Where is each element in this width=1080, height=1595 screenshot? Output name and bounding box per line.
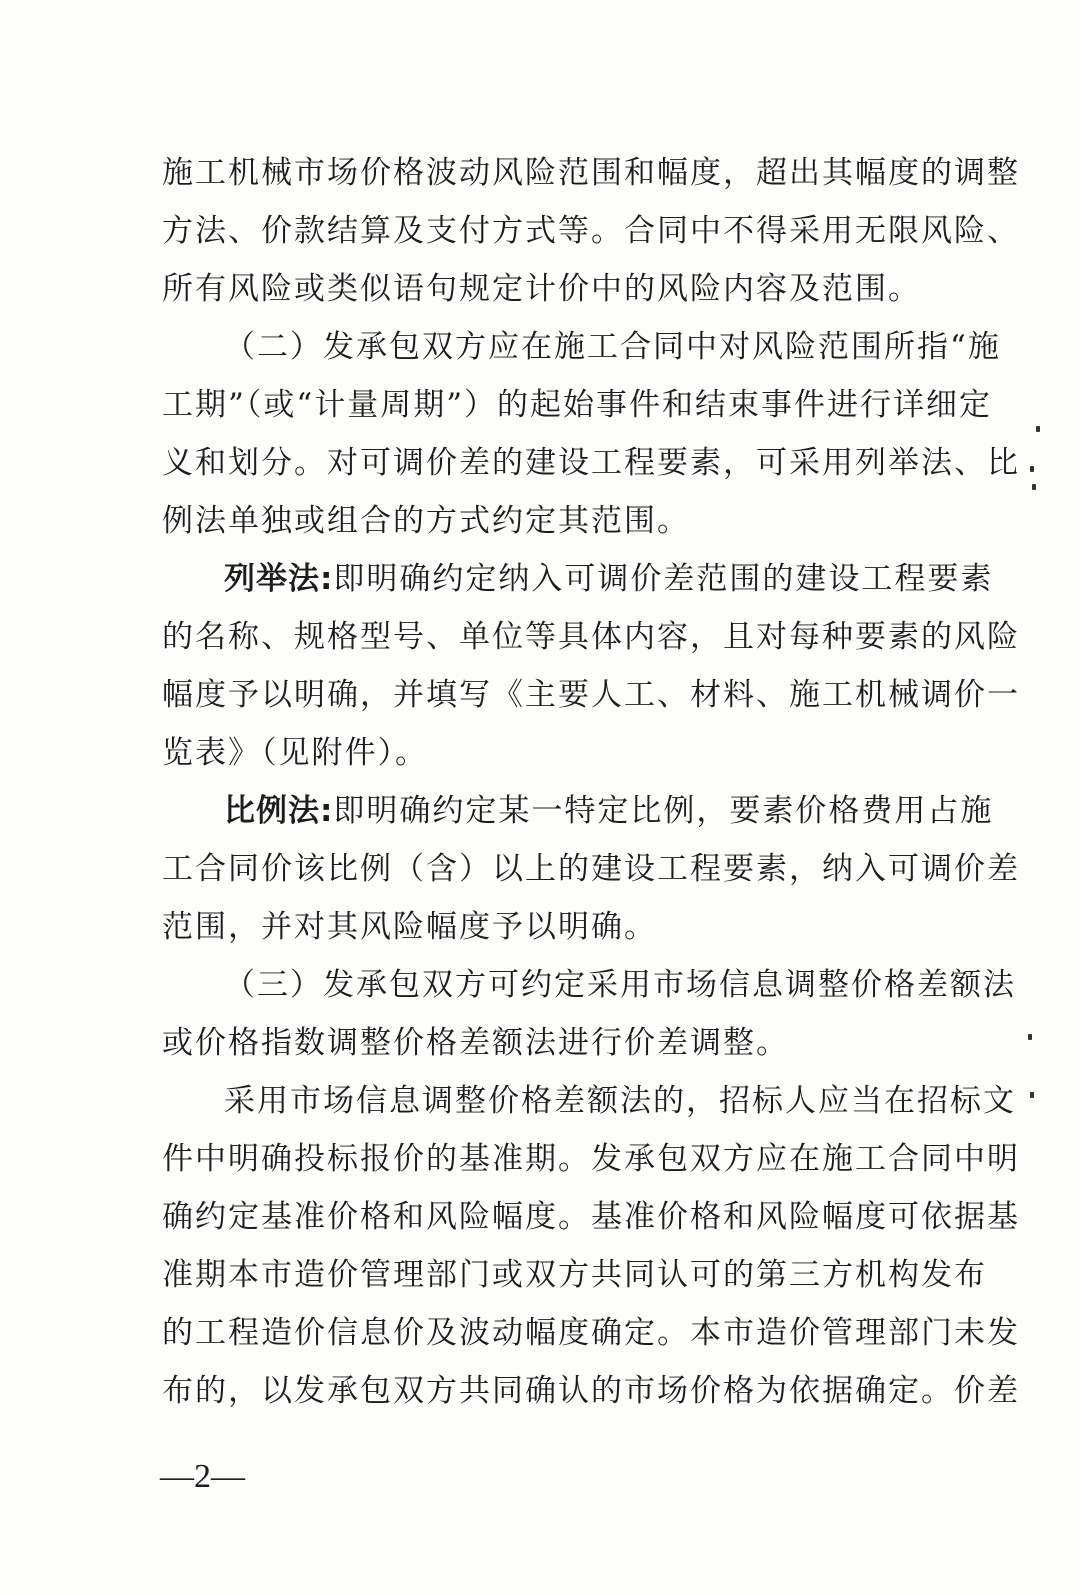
text-line: [162, 1014, 922, 1072]
line-text: 件中明确投标报价的基准期。发承包双方应在施工合同中明: [162, 1141, 1020, 1177]
method-term: 比例法:: [224, 793, 334, 829]
line-text: 即明确约定某一特定比例，要素价格费用占施: [333, 793, 994, 829]
line-text: 工期”（或“计量周期”）的起始事件和结束事件进行详细定: [162, 387, 993, 423]
paragraph: [162, 144, 1020, 318]
text-line: [162, 260, 922, 318]
text-line: [162, 1362, 1020, 1420]
text-line: [162, 666, 1020, 724]
line-text: 即明确约定纳入可调价差范围的建设工程要素: [333, 561, 994, 597]
paragraph: [162, 318, 1020, 550]
line-text: 所有风险或类似语句规定计价中的风险内容及范围。: [162, 271, 921, 307]
line-text: 布的，以发承包双方共同确认的市场价格为依据确定。价差: [162, 1373, 1020, 1409]
paragraph: [162, 956, 1016, 1072]
text-line: [162, 202, 1020, 260]
line-text: （三）发承包双方可约定采用市场信息调整价格差额法: [224, 967, 1016, 1003]
line-text: 范围，并对其风险幅度予以明确。: [162, 909, 657, 945]
text-line: [162, 1304, 1020, 1362]
text-line: [162, 434, 1020, 492]
text-line: [162, 1072, 1016, 1130]
scan-speck: [1028, 1034, 1032, 1040]
line-text: 的工程造价信息价及波动幅度确定。本市造价管理部门未发: [162, 1315, 1020, 1351]
text-line: [162, 550, 994, 608]
page-number: —2—: [160, 1458, 245, 1495]
line-text: 准期本市造价管理部门或双方共同认可的第三方机构发布: [162, 1257, 987, 1293]
text-line: [162, 724, 922, 782]
text-line: [162, 1246, 987, 1304]
text-line: [162, 1188, 1020, 1246]
text-line: [162, 318, 1001, 376]
scan-speck: [1036, 426, 1040, 432]
line-text: （二）发承包双方应在施工合同中对风险范围所指“施: [224, 329, 1001, 365]
text-line: [162, 840, 1020, 898]
text-line: [162, 376, 993, 434]
text-line: [162, 782, 994, 840]
line-text: 例法单独或组合的方式约定其范围。: [162, 503, 690, 539]
line-text: 工合同价该比例（含）以上的建设工程要素，纳入可调价差: [162, 851, 1020, 887]
line-text: 义和划分。对可调价差的建设工程要素，可采用列举法、比: [162, 445, 1020, 481]
text-line: [162, 144, 1020, 202]
line-text: 采用市场信息调整价格差额法的，招标人应当在招标文: [224, 1083, 1016, 1119]
text-line: [162, 608, 1020, 666]
text-line: [162, 956, 1016, 1014]
line-text: 幅度予以明确，并填写《主要人工、材料、施工机械调价一: [162, 677, 1020, 713]
line-text: 或价格指数调整价格差额法进行价差调整。: [162, 1025, 789, 1061]
line-text: 览表》（见附件）。: [162, 735, 428, 771]
scan-speck: [1032, 484, 1036, 490]
line-text: 方法、价款结算及支付方式等。合同中不得采用无限风险、: [162, 213, 1020, 249]
line-text: 确约定基准价格和风险幅度。基准价格和风险幅度可依据基: [162, 1199, 1020, 1235]
paragraph: [162, 782, 1020, 956]
text-line: [162, 898, 922, 956]
paragraph: [162, 1072, 1020, 1420]
text-line: [162, 492, 922, 550]
scan-speck: [1030, 1092, 1034, 1098]
method-term: 列举法:: [224, 561, 334, 597]
text-line: [162, 1130, 1020, 1188]
scan-speck: [1030, 466, 1034, 472]
document-body: [162, 144, 1020, 1420]
line-text: 施工机械市场价格波动风险范围和幅度，超出其幅度的调整: [162, 155, 1020, 191]
paragraph: [162, 550, 1020, 782]
line-text: 的名称、规格型号、单位等具体内容，且对每种要素的风险: [162, 619, 1020, 655]
